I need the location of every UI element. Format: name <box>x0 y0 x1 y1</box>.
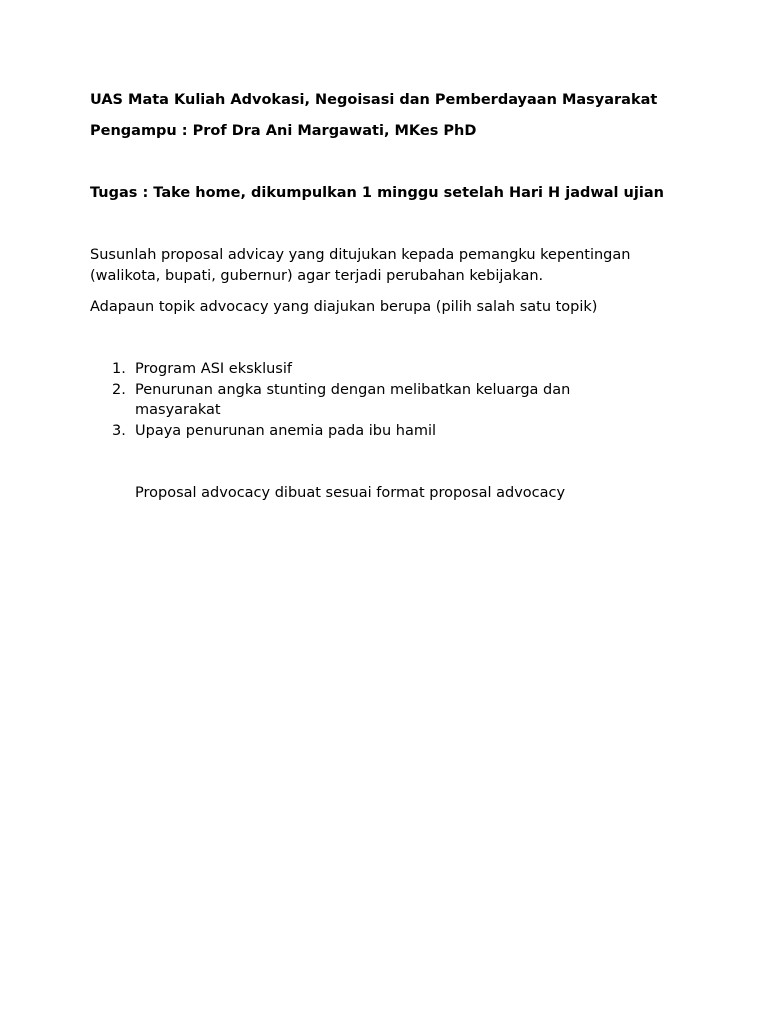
instruction-paragraph: Susunlah proposal advicay yang ditujukan kepada pemangku kepentingan (walikota, bupati, gubernur) agar terjadi perubahan kebijakan. <box>90 247 631 284</box>
topic-list <box>90 359 670 441</box>
list-item-number: 2. <box>112 381 126 398</box>
list-item-text: Penurunan angka stunting dengan melibatkan keluarga dan masyarakat <box>135 381 571 418</box>
lecturer-line: Pengampu : Prof Dra Ani Margawati, MKes PhD <box>90 123 477 139</box>
topic-intro-paragraph: Adapaun topik advocacy yang diajukan berupa (pilih salah satu topik) <box>90 299 598 315</box>
list-item-number: 1. <box>112 361 126 377</box>
list-item <box>90 380 670 421</box>
list-item <box>90 421 670 442</box>
task-line: Tugas : Take home, dikumpulkan 1 minggu setelah Hari H jadwal ujian <box>90 185 664 201</box>
format-note: Proposal advocacy dibuat sesuai format proposal advocacy <box>135 485 566 501</box>
list-item-text: Program ASI eksklusif <box>135 361 292 377</box>
document-title: UAS Mata Kuliah Advokasi, Negoisasi dan Pemberdayaan Masyarakat <box>90 92 658 108</box>
document-page <box>90 90 670 504</box>
list-item <box>90 359 670 380</box>
list-item-number: 3. <box>112 422 126 439</box>
list-item-text: Upaya penurunan anemia pada ibu hamil <box>135 422 437 439</box>
